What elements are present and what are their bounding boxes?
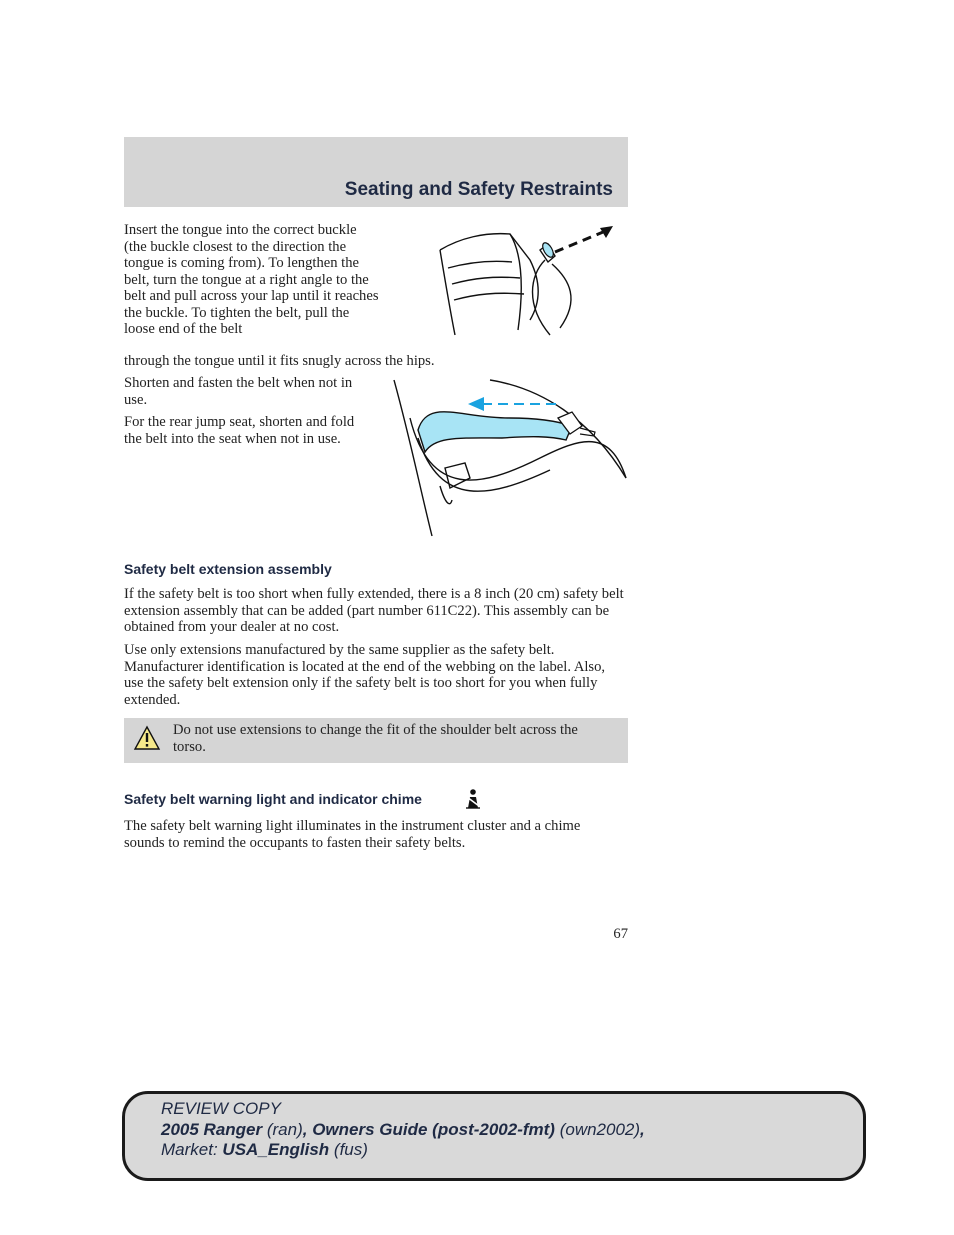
- paragraph-insert-tongue: Insert the tongue into the correct buckle (the buckle closest to the direction the tongue is coming from). To lengthen the belt, turn the tongue at a right angle to the belt and pull across your lap until it reaches the buckle. To tighten the belt, pull the loose end of the belt: [124, 222, 379, 337]
- footer-market-line: [161, 1140, 368, 1160]
- warning-text: Do not use extensions to change the fit of the shoulder belt across the torso.: [173, 722, 578, 755]
- paragraph-extension-info: If the safety belt is too short when fully extended, there is a 8 inch (20 cm) safety belt extension assembly that can be added (part number 611C22). This assembly can be obtained from your dealer at no cost.: [124, 586, 624, 635]
- warning-box: [124, 718, 628, 763]
- footer-guide: , Owners Guide (post-2002-fmt): [302, 1120, 555, 1139]
- warning-light-heading: [124, 791, 422, 807]
- buckle-illustration: [430, 220, 630, 340]
- footer-comma: ,: [640, 1120, 645, 1139]
- footer-model-code: (ran): [266, 1120, 303, 1139]
- page-number: 67: [613, 926, 628, 942]
- page-title: Seating and Safety Restraints: [344, 179, 613, 200]
- footer-model-line: [161, 1120, 645, 1140]
- footer-review-copy: REVIEW COPY: [161, 1099, 281, 1118]
- footer-market: USA_English: [222, 1140, 330, 1159]
- review-copy-footer: [122, 1091, 866, 1181]
- extension-assembly-heading: Safety belt extension assembly: [124, 561, 332, 577]
- footer-model: 2005 Ranger: [161, 1120, 263, 1139]
- belt-shorten-illustration: [390, 378, 630, 538]
- paragraph-insert-tongue-cont: through the tongue until it fits snugly across the hips.: [124, 353, 435, 369]
- footer-guide-code: (own2002): [559, 1120, 641, 1139]
- paragraph-extension-use: Use only extensions manufactured by the same supplier as the safety belt. Manufacturer identification is located at the end of the webbing on the label. Also, use the safety belt extension only if the safety belt is too short for you when fully extended.: [124, 642, 606, 708]
- warning-triangle-icon: [134, 726, 160, 750]
- paragraph-warning-light: The safety belt warning light illuminates in the instrument cluster and a chime sounds to remind the occupants to fasten their safety belts.: [124, 818, 581, 851]
- section-header: [124, 137, 628, 207]
- paragraph-rear-jump-seat: For the rear jump seat, shorten and fold the belt into the seat when not in use.: [124, 414, 355, 447]
- seatbelt-person-icon: [464, 788, 482, 810]
- footer-market-label: Market:: [161, 1140, 218, 1159]
- paragraph-shorten-fasten: Shorten and fasten the belt when not in use.: [124, 375, 353, 408]
- warning-light-heading-text: Safety belt warning light and indicator chime: [124, 791, 422, 807]
- footer-market-code: (fus): [333, 1140, 368, 1159]
